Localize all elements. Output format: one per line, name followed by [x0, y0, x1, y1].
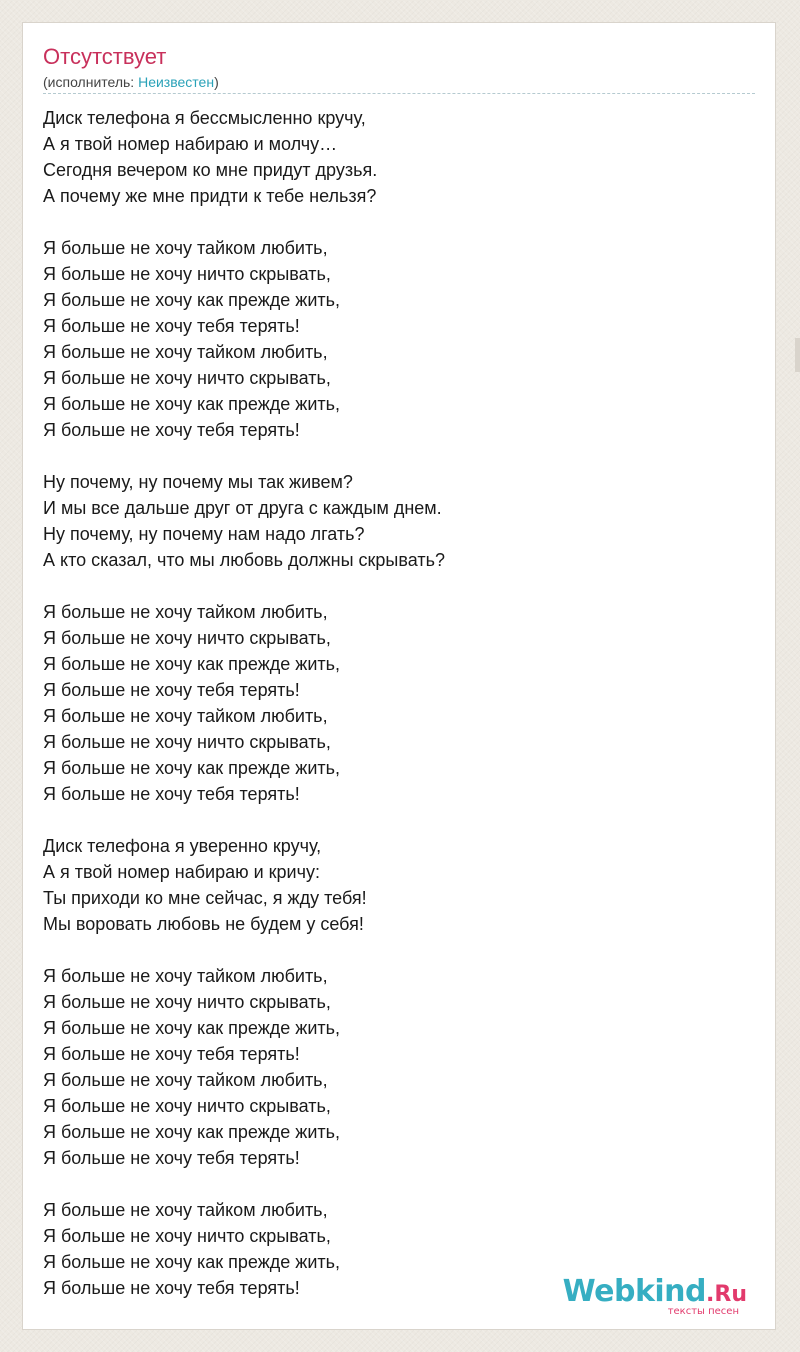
artist-line	[43, 73, 219, 91]
lyrics-line: Я больше не хочу как прежде жить,	[43, 1018, 340, 1038]
lyrics-line: Я больше не хочу как прежде жить,	[43, 290, 340, 310]
lyrics-stanza	[43, 1197, 445, 1301]
lyrics-line: Ты приходи ко мне сейчас, я жду тебя!	[43, 888, 367, 908]
lyrics-line: Я больше не хочу тебя терять!	[43, 1148, 300, 1168]
lyrics-line: А я твой номер набираю и кричу:	[43, 862, 320, 882]
lyrics-line: Я больше не хочу тайком любить,	[43, 966, 328, 986]
lyrics-line: Я больше не хочу тайком любить,	[43, 602, 328, 622]
lyrics-line: Я больше не хочу тебя терять!	[43, 1278, 300, 1298]
lyrics-line: Я больше не хочу тебя терять!	[43, 784, 300, 804]
lyrics-card	[22, 22, 776, 1330]
logo-wordmark: Webkind	[562, 1274, 707, 1309]
lyrics-line: А кто сказал, что мы любовь должны скрывать?	[43, 550, 445, 570]
site-logo[interactable]	[562, 1274, 747, 1317]
lyrics-line: Я больше не хочу ничто скрывать,	[43, 628, 331, 648]
lyrics-line: А я твой номер набираю и молчу…	[43, 134, 338, 154]
lyrics-line: Мы воровать любовь не будем у себя!	[43, 914, 364, 934]
lyrics-line: Я больше не хочу как прежде жить,	[43, 758, 340, 778]
lyrics-line: Ну почему, ну почему нам надо лгать?	[43, 524, 365, 544]
lyrics-line: Я больше не хочу тайком любить,	[43, 706, 328, 726]
lyrics-line: Ну почему, ну почему мы так живем?	[43, 472, 353, 492]
logo-domain: .Ru	[706, 1282, 747, 1307]
lyrics-line: Я больше не хочу тебя терять!	[43, 680, 300, 700]
lyrics-stanza	[43, 469, 445, 573]
lyrics-line: Я больше не хочу тайком любить,	[43, 342, 328, 362]
title-divider	[43, 93, 755, 94]
lyrics-line: Я больше не хочу ничто скрывать,	[43, 1096, 331, 1116]
artist-link[interactable]: Неизвестен	[138, 74, 215, 90]
lyrics-stanza	[43, 963, 445, 1171]
lyrics-line: Сегодня вечером ко мне придут друзья.	[43, 160, 378, 180]
lyrics-line: Я больше не хочу ничто скрывать,	[43, 368, 331, 388]
artist-prefix: (исполнитель:	[43, 74, 139, 90]
song-title: Отсутствует	[43, 44, 167, 69]
lyrics-line: Я больше не хочу как прежде жить,	[43, 1122, 340, 1142]
lyrics-line: Я больше не хочу ничто скрывать,	[43, 1226, 331, 1246]
lyrics-line: Я больше не хочу ничто скрывать,	[43, 264, 331, 284]
logo-tagline: тексты песен	[667, 1306, 739, 1317]
lyrics-line: Я больше не хочу тебя терять!	[43, 316, 300, 336]
lyrics-line: И мы все дальше друг от друга с каждым днем.	[43, 498, 442, 518]
lyrics-line: Я больше не хочу ничто скрывать,	[43, 992, 331, 1012]
lyrics-line: Я больше не хочу как прежде жить,	[43, 394, 340, 414]
lyrics-stanza	[43, 105, 445, 209]
lyrics-stanza	[43, 599, 445, 807]
lyrics-line: Я больше не хочу тайком любить,	[43, 1070, 328, 1090]
lyrics-line: Я больше не хочу как прежде жить,	[43, 654, 340, 674]
lyrics-line: Я больше не хочу тебя терять!	[43, 1044, 300, 1064]
lyrics-stanza	[43, 235, 445, 443]
lyrics-line: Я больше не хочу ничто скрывать,	[43, 732, 331, 752]
lyrics-line: Я больше не хочу тайком любить,	[43, 238, 328, 258]
lyrics-line: Я больше не хочу как прежде жить,	[43, 1252, 340, 1272]
side-scroll-tab	[795, 338, 800, 372]
lyrics-text	[43, 105, 445, 1327]
lyrics-line: Диск телефона я уверенно кручу,	[43, 836, 322, 856]
lyrics-line: Я больше не хочу тебя терять!	[43, 420, 300, 440]
artist-suffix: )	[214, 74, 219, 90]
lyrics-line: Я больше не хочу тайком любить,	[43, 1200, 328, 1220]
lyrics-stanza	[43, 833, 445, 937]
lyrics-line: Диск телефона я бессмысленно кручу,	[43, 108, 366, 128]
lyrics-line: А почему же мне придти к тебе нельзя?	[43, 186, 377, 206]
